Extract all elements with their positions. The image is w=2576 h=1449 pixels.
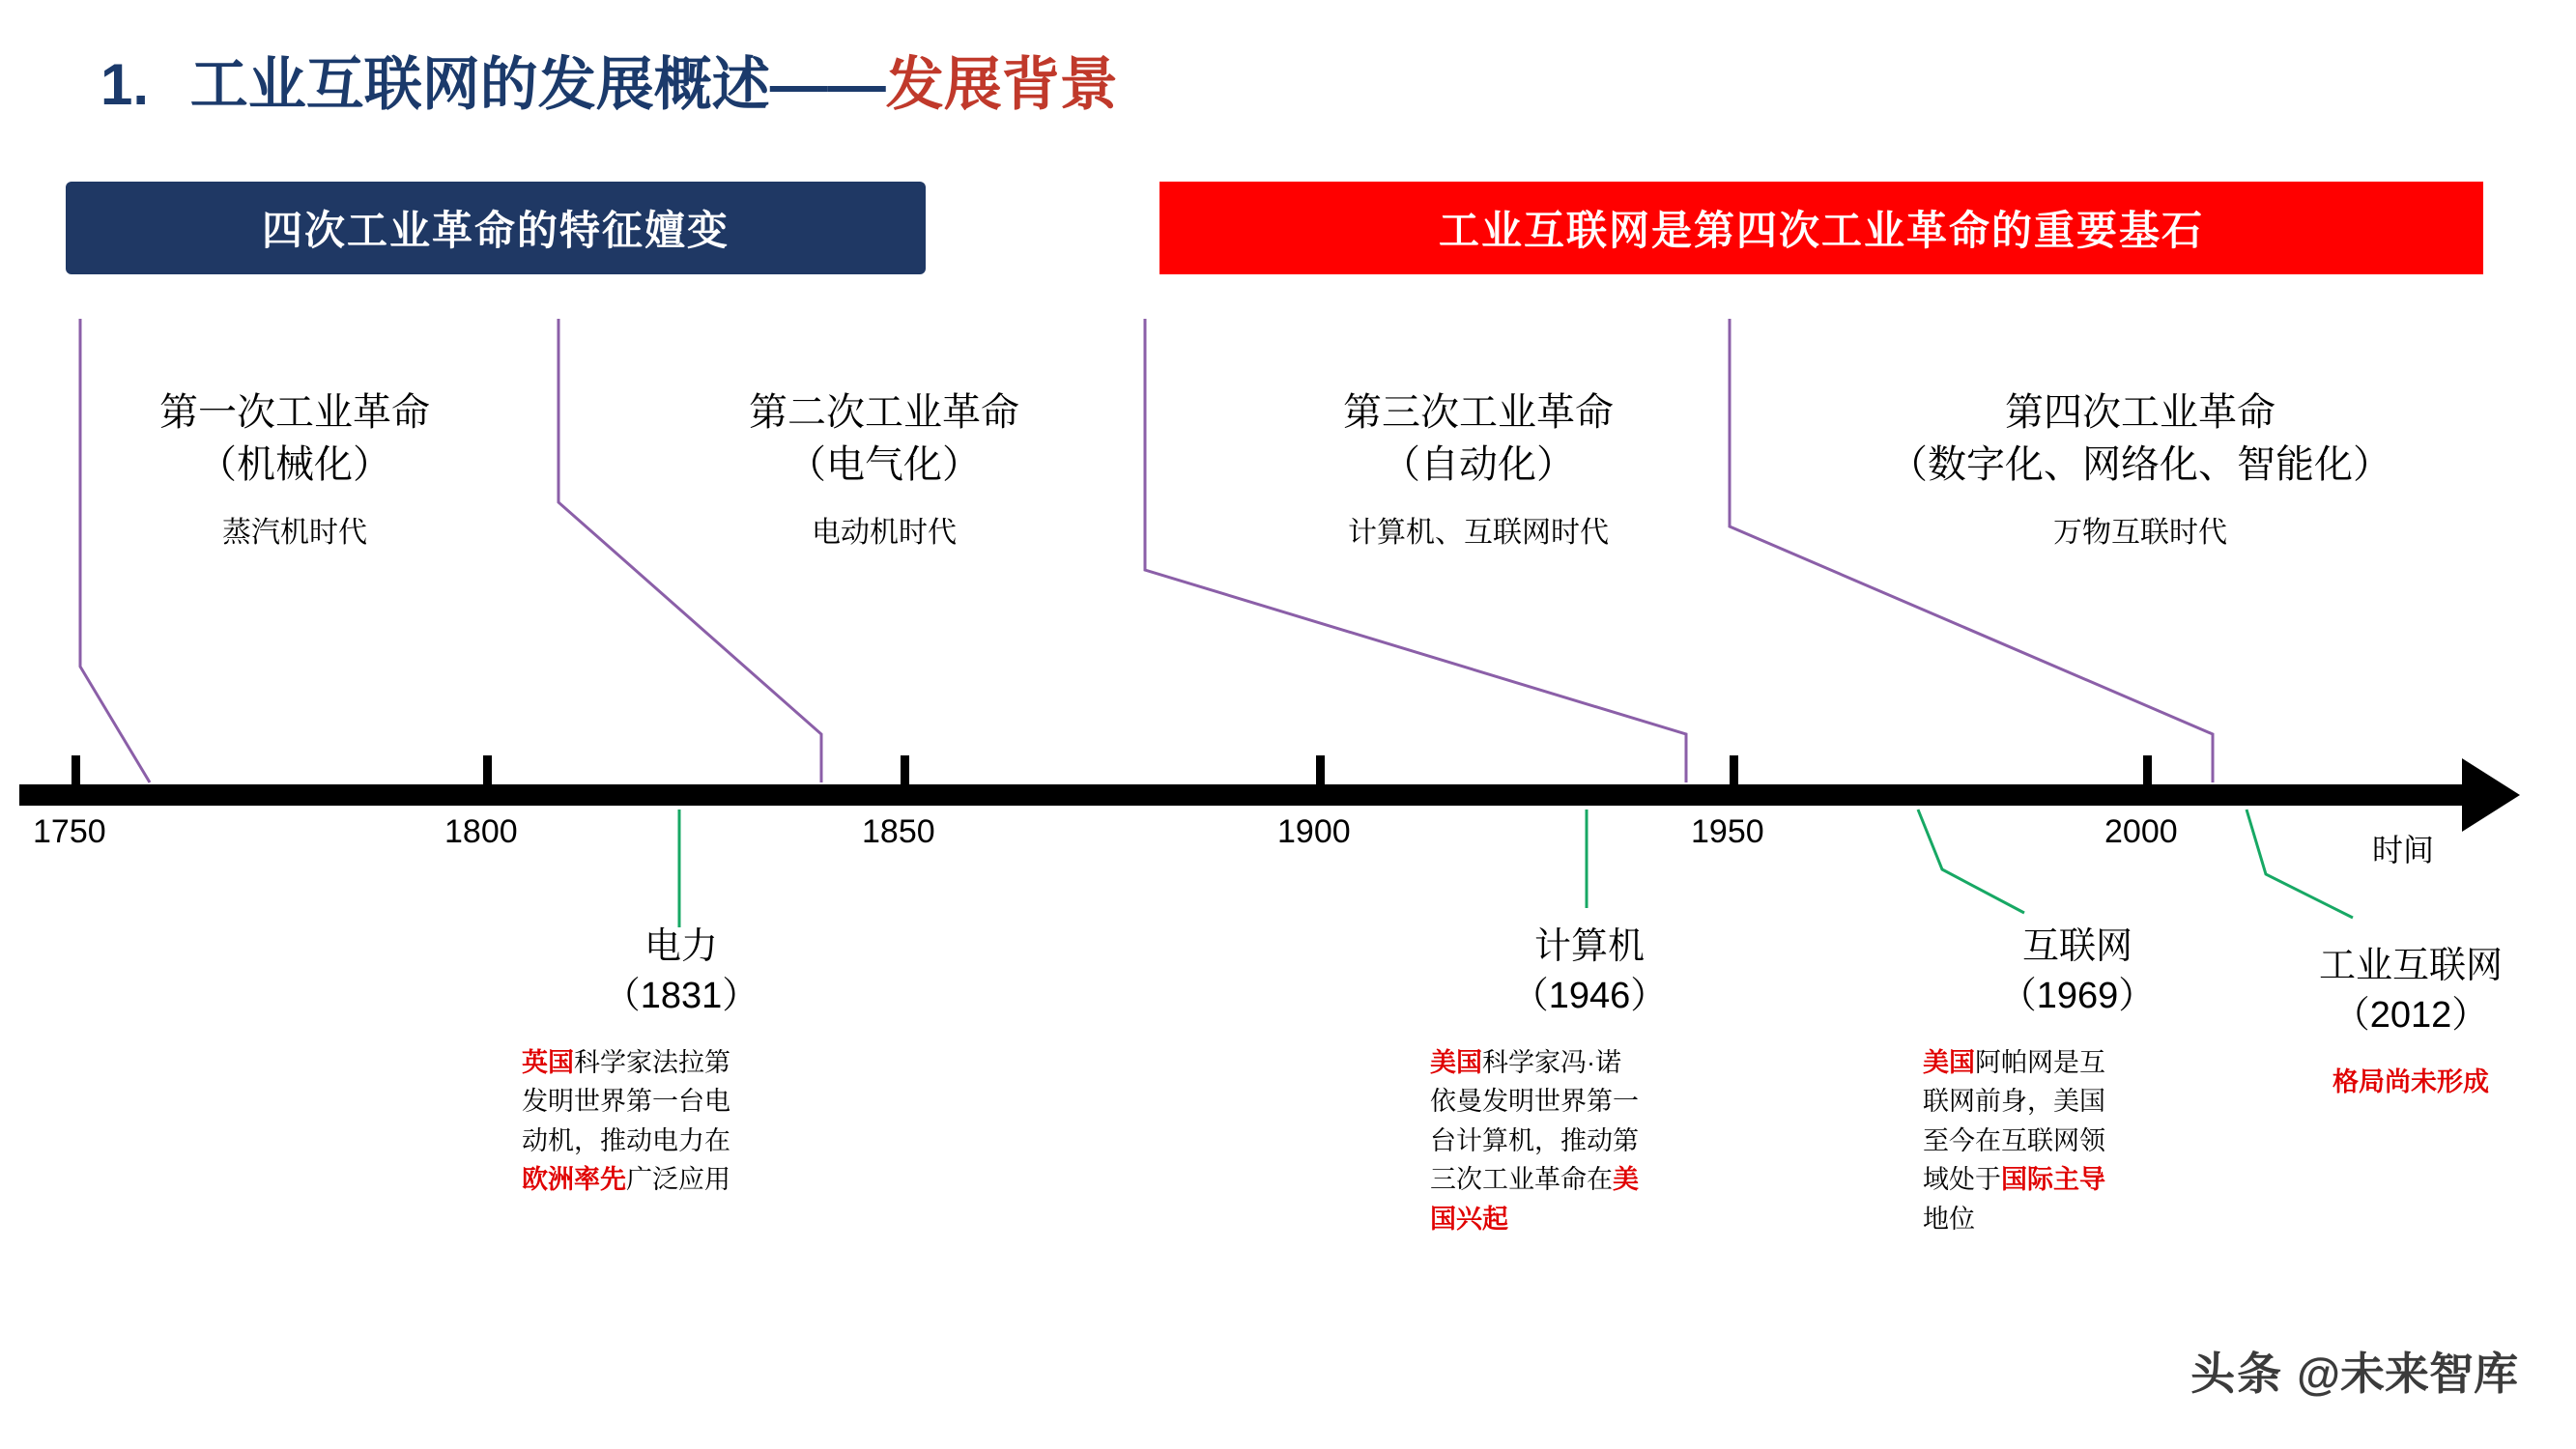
revolution-3-era: 计算机、互联网时代 (1348, 517, 1609, 549)
axis-tick-1750 (72, 755, 80, 794)
revolution-1-era: 蒸汽机时代 (222, 517, 367, 549)
event-computer-desc-line1a: 美国 (1430, 1047, 1482, 1077)
banner-right (1159, 182, 2483, 274)
axis-label-1900: 1900 (1277, 813, 1351, 850)
event-computer-desc-line4b: 美 (1613, 1165, 1639, 1195)
revolution-2-era: 电动机时代 (812, 517, 957, 549)
axis-caption: 时间 (2372, 833, 2435, 867)
event-computer-year: （1946） (1511, 976, 1668, 1017)
revolution-block-1 (68, 386, 522, 554)
timeline-axis (19, 784, 2464, 806)
title-number: 1. (100, 52, 150, 117)
event-internet-desc-line1b: 阿帕网是互 (1975, 1047, 2105, 1077)
axis-tick-1900 (1316, 755, 1325, 794)
revolution-2-feature: （电气化） (787, 443, 981, 486)
banner-right-label: 工业互联网是第四次工业革命的重要基石 (1438, 208, 2204, 253)
event-electricity-desc-line3: 动机，推动电力在 (522, 1125, 730, 1155)
event-internet-desc-line5: 地位 (1923, 1204, 1975, 1234)
event-computer-desc-line3: 台计算机，推动第 (1430, 1125, 1639, 1155)
revolution-4-feature: （数字化、网络化、智能化） (1889, 443, 2391, 486)
event-electricity-desc-line4b: 广泛应用 (626, 1165, 730, 1195)
event-industrial-internet-desc: 格局尚未形成 (2333, 1066, 2489, 1096)
axis-tick-1800 (483, 755, 492, 794)
event-electricity-desc-line1a: 英国 (522, 1047, 574, 1077)
title-main: 工业互联网的发展概述—— (189, 52, 886, 117)
event-industrial-internet-year: （2012） (2333, 995, 2489, 1037)
timeline-arrow-icon (2462, 758, 2520, 832)
event-internet-desc-line4a: 域处于 (1923, 1165, 2001, 1195)
event-computer-desc (1430, 1043, 1749, 1239)
revolution-block-3 (1208, 386, 1749, 554)
event-computer (1430, 923, 1749, 1238)
axis-label-1800: 1800 (444, 813, 518, 850)
axis-label-2000: 2000 (2104, 813, 2178, 850)
banner-left-label: 四次工业革命的特征嬗变 (261, 208, 730, 253)
axis-tick-1950 (1730, 755, 1738, 794)
event-internet-desc-line3: 至今在互联网领 (1923, 1125, 2105, 1155)
event-electricity-desc-line2: 发明世界第一台电 (522, 1087, 730, 1117)
revolution-1-name: 第一次工业革命 (159, 391, 430, 434)
revolution-2-name: 第二次工业革命 (749, 391, 1019, 434)
event-electricity (522, 923, 841, 1200)
event-electricity-name: 电力 (644, 926, 718, 967)
event-industrial-internet (2251, 942, 2570, 1101)
axis-tick-1850 (901, 755, 909, 794)
event-internet-desc-line2: 联网前身，美国 (1923, 1087, 2105, 1117)
revolution-4-era: 万物互联时代 (2053, 517, 2227, 549)
axis-tick-2000 (2143, 755, 2152, 794)
watermark-text: @未来智库 (2297, 1349, 2518, 1399)
event-electricity-desc (522, 1043, 841, 1200)
event-internet-desc-line4b: 国际主导 (2001, 1165, 2105, 1195)
event-internet-desc-line1a: 美国 (1923, 1047, 1975, 1077)
axis-label-1950: 1950 (1691, 813, 1764, 850)
revolution-1-feature: （机械化） (198, 443, 391, 486)
page-title (100, 52, 1118, 117)
event-industrial-internet-name: 工业互联网 (2318, 946, 2503, 986)
revolution-block-2 (676, 386, 1092, 554)
revolution-3-name: 第三次工业革命 (1343, 391, 1614, 434)
event-electricity-year: （1831） (603, 976, 759, 1017)
event-computer-desc-line4a: 三次工业革命在 (1430, 1165, 1613, 1195)
event-computer-desc-line1b: 科学家冯·诺 (1482, 1047, 1621, 1077)
revolution-4-name: 第四次工业革命 (2005, 391, 2275, 434)
event-electricity-desc-line1b: 科学家法拉第 (574, 1047, 730, 1077)
event-internet-name: 互联网 (2021, 926, 2132, 967)
event-computer-desc-line2: 依曼发明世界第一 (1430, 1087, 1639, 1117)
event-electricity-desc-line4a: 欧洲率先 (522, 1165, 626, 1195)
watermark (2190, 1339, 2518, 1403)
watermark-logo: 头条 (2190, 1349, 2284, 1399)
axis-label-1750: 1750 (33, 813, 106, 850)
event-computer-name: 计算机 (1533, 926, 1645, 967)
axis-label-1850: 1850 (862, 813, 935, 850)
event-internet-desc (1923, 1043, 2232, 1239)
event-internet-year: （1969） (1999, 976, 2156, 1017)
revolution-3-feature: （自动化） (1382, 443, 1575, 486)
event-internet (1923, 923, 2232, 1238)
banner-left (66, 182, 926, 274)
title-sub: 发展背景 (885, 52, 1118, 117)
revolution-block-4 (1788, 386, 2493, 554)
event-computer-desc-line5: 国兴起 (1430, 1204, 1508, 1234)
